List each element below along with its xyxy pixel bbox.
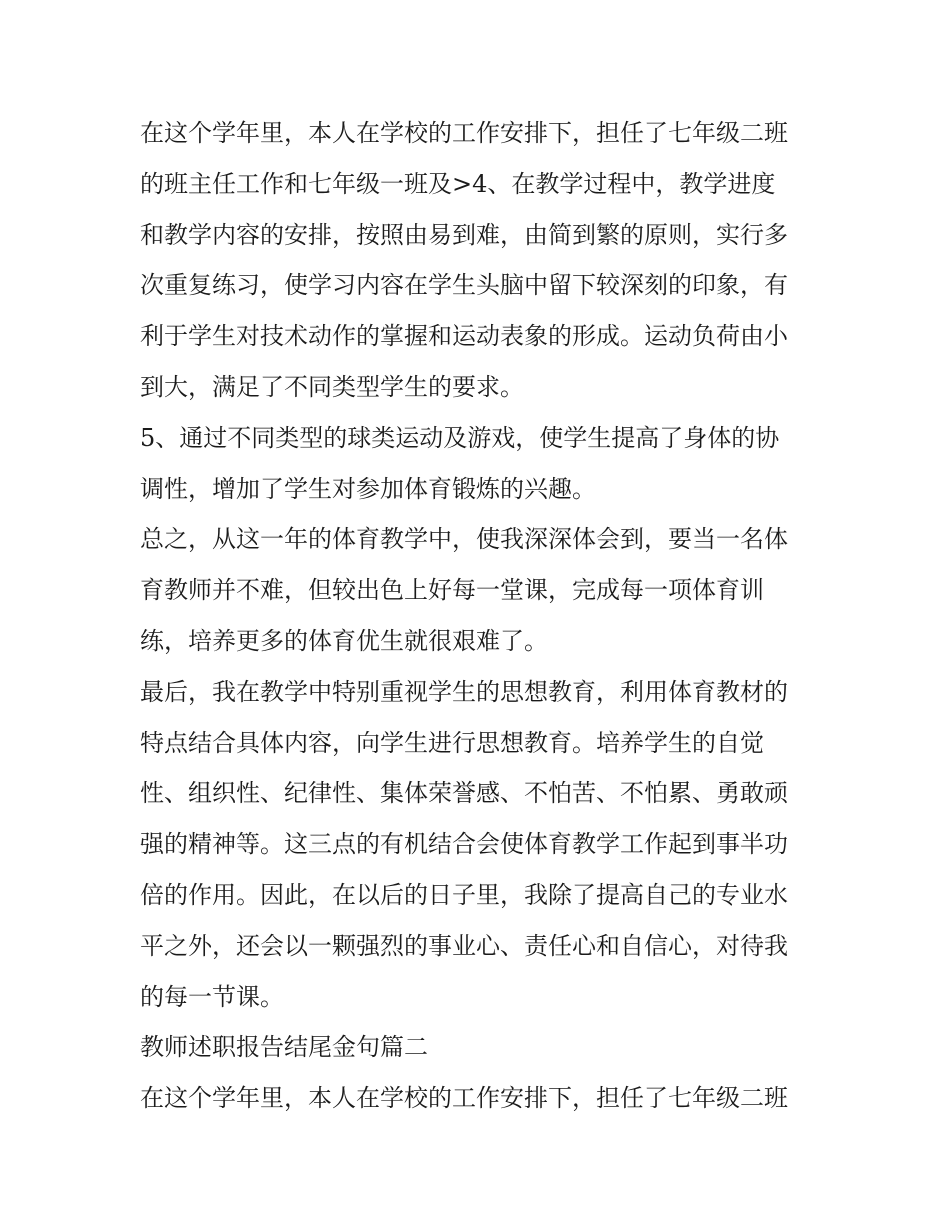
text-line: 练，培养更多的体育优生就很艰难了。 xyxy=(140,626,548,655)
text-line: 在这个学年里，本人在学校的工作安排下，担任了七年级二班 xyxy=(140,119,788,147)
document-body xyxy=(140,108,815,1124)
text-line: 的班主任工作和七年级一班及>4、在教学过程中，教学进度 xyxy=(140,169,776,198)
text-line: 平之外，还会以一颗强烈的事业心、责任心和自信心，对待我 xyxy=(140,931,788,960)
text-line: 调性，增加了学生对参加体育锻炼的兴趣。 xyxy=(140,474,596,503)
text-line: 利于学生对技术动作的掌握和运动表象的形成。运动负荷由小 xyxy=(140,322,788,351)
text-line: 性、组织性、纪律性、集体荣誉感、不怕苦、不怕累、勇敢顽 xyxy=(140,779,788,808)
text-line: 倍的作用。因此，在以后的日子里，我除了提高自己的专业水 xyxy=(140,880,788,909)
section-heading: 教师述职报告结尾金句篇二 xyxy=(140,1033,428,1062)
text-line: 的每一节课。 xyxy=(140,982,284,1011)
text-line: 强的精神等。这三点的有机结合会使体育教学工作起到事半功 xyxy=(140,830,788,859)
text-line: 和教学内容的安排，按照由易到难，由简到繁的原则，实行多 xyxy=(140,220,788,249)
text-line: 到大，满足了不同类型学生的要求。 xyxy=(140,372,524,401)
text-line: 次重复练习，使学习内容在学生头脑中留下较深刻的印象，有 xyxy=(140,271,788,300)
text-line: 育教师并不难，但较出色上好每一堂课，完成每一项体育训 xyxy=(140,576,764,605)
text-line: 5、通过不同类型的球类运动及游戏，使学生提高了身体的协 xyxy=(140,423,780,452)
text-line: 最后，我在教学中特别重视学生的思想教育，利用体育教材的 xyxy=(140,677,788,706)
text-line: 总之，从这一年的体育教学中，使我深深体会到，要当一名体 xyxy=(140,525,788,554)
text-line: 特点结合具体内容，向学生进行思想教育。培养学生的自觉 xyxy=(140,728,764,757)
text-line: 在这个学年里，本人在学校的工作安排下，担任了七年级二班 xyxy=(140,1084,788,1113)
